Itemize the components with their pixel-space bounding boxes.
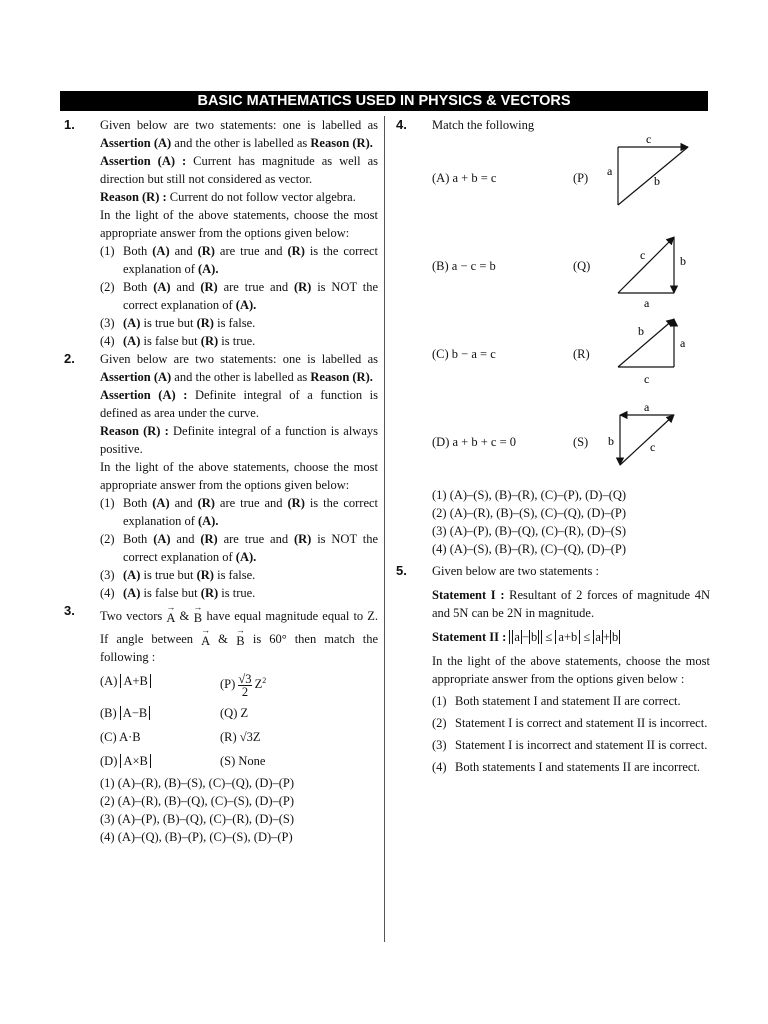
vector-triangle-p	[604, 135, 710, 221]
match-row-b	[432, 222, 710, 310]
svg-text:a: a	[679, 336, 686, 350]
answer-option-1[interactable]: (1) (A)–(S), (B)–(R), (C)–(P), (D)–(Q)	[432, 488, 627, 502]
vector-triangle-r	[604, 311, 710, 397]
match-left-b: (B) A−B	[100, 704, 220, 722]
answer-option-4[interactable]: (4) (A)–(S), (B)–(R), (C)–(Q), (D)–(P)	[432, 542, 627, 556]
question-3	[60, 602, 378, 846]
svg-text:b: b	[653, 174, 660, 188]
option-4[interactable]: (4) Both statements I and statements II are incorrect.	[432, 760, 701, 774]
question-text: Two vectors → A & → B have equal magnitude equal to Z. If angle between → A & → B is 60° then match the following :	[100, 602, 379, 664]
question-prompt: In the light of the above statements, choose the most appropriate answer from the options given below :	[432, 654, 710, 686]
option-2[interactable]: (2) Statement I is correct and statement II is incorrect.	[432, 716, 708, 730]
question-text: Match the following	[432, 118, 535, 132]
question-intro: Given below are two statements :	[432, 564, 599, 578]
option-1[interactable]: (1) Both (A) and (R) are true and (R) is the correct explanation of (A).	[100, 496, 379, 528]
diagram-key-p: (P)	[572, 171, 589, 185]
answer-option-4[interactable]: (4) (A)–(Q), (B)–(P), (C)–(S), (D)–(P)	[100, 829, 293, 844]
match-row-c	[432, 310, 710, 398]
answer-option-3[interactable]: (3) (A)–(P), (B)–(Q), (C)–(R), (D)–(S)	[100, 811, 295, 826]
match-right-r: (R) √3Z	[220, 729, 261, 744]
option-1[interactable]: (1) Both (A) and (R) are true and (R) is the correct explanation of (A).	[100, 244, 379, 276]
question-prompt: In the light of the above statements, choose the most appropriate answer from the options given below:	[100, 208, 378, 240]
question-intro: Given below are two statements: one is labelled as Assertion (A) and the other is labelled as Reason (R).	[100, 352, 378, 384]
diagram-key-r: (R)	[572, 347, 590, 361]
equation-b: (B) a − c = b	[432, 259, 496, 273]
svg-text:c: c	[639, 248, 646, 262]
vector-triangle-q	[604, 223, 710, 309]
option-3[interactable]: (3) (A) is true but (R) is false.	[100, 316, 256, 330]
question-prompt: In the light of the above statements, choose the most appropriate answer from the options given below:	[100, 460, 378, 492]
page-title: BASIC MATHEMATICS USED IN PHYSICS & VECTORS	[60, 91, 708, 111]
option-3[interactable]: (3) (A) is true but (R) is false.	[100, 568, 256, 582]
match-left-d: (D) A×B	[100, 752, 220, 770]
svg-text:b: b	[637, 324, 644, 338]
question-number: 4.	[396, 117, 407, 132]
question-number: 2.	[64, 351, 75, 366]
match-left-a: (A) A+B	[100, 672, 220, 698]
equation-d: (D) a + b + c = 0	[432, 435, 517, 449]
question-5	[392, 562, 710, 776]
left-column	[60, 116, 378, 846]
diagram-key-s: (S)	[572, 435, 589, 449]
assertion: Assertion (A) : Current has magnitude as well as direction but still not considered as vector.	[100, 154, 378, 186]
question-4	[392, 116, 710, 558]
statement-1: Statement I : Resultant of 2 forces of magnitude 4N and 5N can be 2N in magnitude.	[432, 588, 711, 620]
statement-2: Statement II : a − b ≤ a+b ≤ a + b	[432, 630, 619, 644]
answer-option-2[interactable]: (2) (A)–(R), (B)–(S), (C)–(Q), (D)–(P)	[432, 506, 627, 520]
question-number: 5.	[396, 563, 407, 578]
option-2[interactable]: (2) Both (A) and (R) are true and (R) is NOT the correct explanation of (A).	[100, 280, 379, 312]
option-4[interactable]: (4) (A) is false but (R) is true.	[100, 586, 256, 600]
match-row-d	[432, 398, 710, 486]
question-2	[60, 350, 378, 602]
option-2[interactable]: (2) Both (A) and (R) are true and (R) is NOT the correct explanation of (A).	[100, 532, 379, 564]
answer-option-1[interactable]: (1) (A)–(R), (B)–(S), (C)–(Q), (D)–(P)	[100, 775, 295, 790]
reason: Reason (R) : Definite integral of a function is always positive.	[100, 424, 378, 456]
reason: Reason (R) : Current do not follow vector algebra.	[100, 190, 356, 204]
match-left-c: (C) A·B	[100, 729, 141, 744]
svg-text:c: c	[649, 440, 656, 454]
question-intro: Given below are two statements: one is labelled as Assertion (A) and the other is labelled as Reason (R).	[100, 118, 378, 150]
right-column	[392, 116, 710, 776]
svg-text:a: a	[606, 164, 613, 178]
answer-option-2[interactable]: (2) (A)–(R), (B)–(Q), (C)–(S), (D)–(P)	[100, 793, 295, 808]
answer-option-3[interactable]: (3) (A)–(P), (B)–(Q), (C)–(R), (D)–(S)	[432, 524, 627, 538]
svg-text:b: b	[679, 254, 686, 268]
option-4[interactable]: (4) (A) is false but (R) is true.	[100, 334, 256, 348]
svg-text:b: b	[607, 434, 614, 448]
svg-text:a: a	[643, 400, 650, 414]
diagram-key-q: (Q)	[572, 259, 591, 273]
svg-text:c: c	[643, 372, 650, 386]
vector-triangle-s	[604, 399, 710, 485]
question-number: 1.	[64, 117, 75, 132]
question-number: 3.	[64, 603, 75, 618]
option-3[interactable]: (3) Statement I is incorrect and statement II is correct.	[432, 738, 708, 752]
match-right-p: (P) $\frac{√3}{2}$ $Z^2$	[220, 671, 267, 699]
equation-c: (C) b − a = c	[432, 347, 496, 361]
match-right-q: (Q) Z	[220, 705, 249, 720]
option-1[interactable]: (1) Both statement I and statement II are correct.	[432, 694, 681, 708]
match-row-a	[432, 134, 710, 222]
svg-text:a: a	[643, 296, 650, 309]
assertion: Assertion (A) : Definite integral of a function is defined as area under the curve.	[100, 388, 379, 420]
question-1	[60, 116, 378, 350]
match-right-s: (S) None	[220, 753, 266, 768]
column-divider	[384, 116, 385, 942]
svg-text:c: c	[645, 135, 652, 146]
equation-a: (A) a + b = c	[432, 171, 497, 185]
match-table	[100, 672, 378, 770]
